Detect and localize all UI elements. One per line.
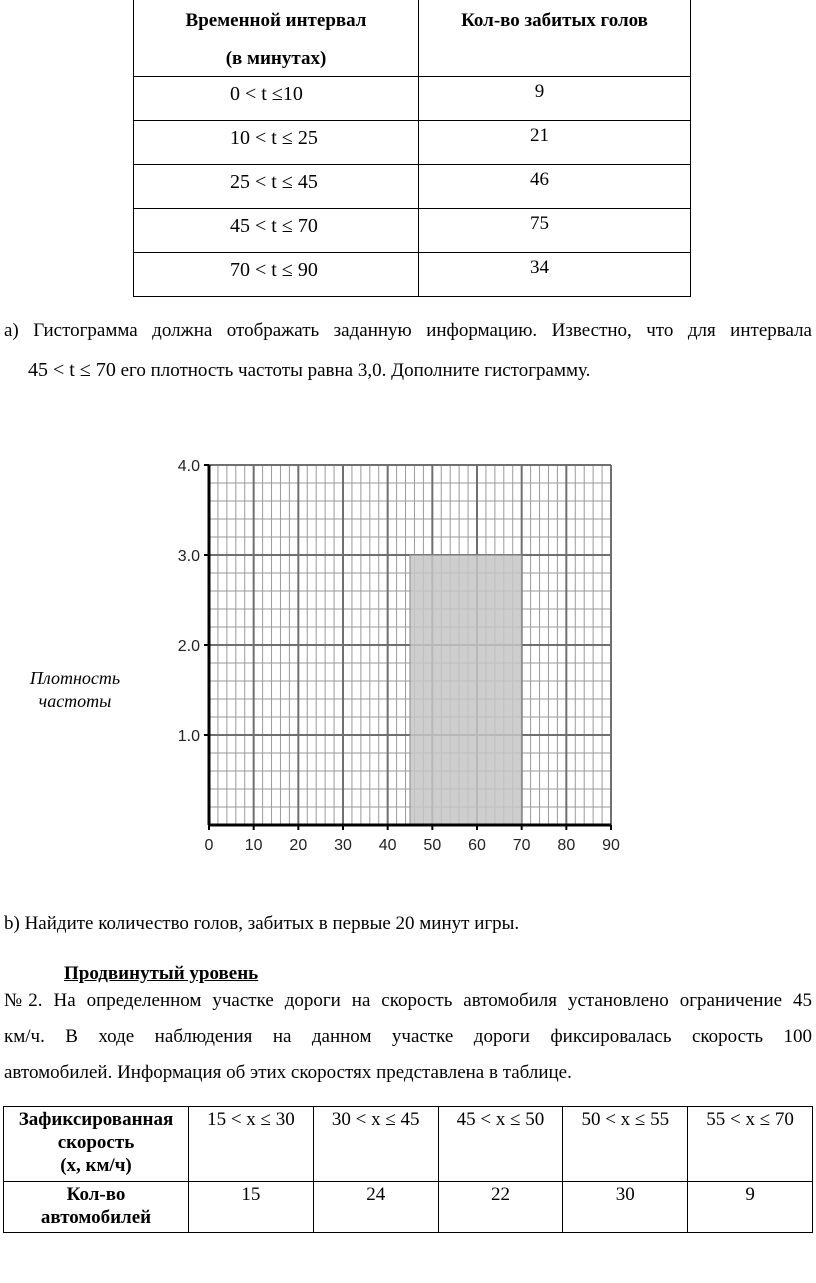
count-cell: 9: [688, 1182, 813, 1233]
y-tick-label: 4.0: [177, 458, 200, 475]
header-goals-label: Кол-во забитых голов: [461, 10, 648, 31]
table-row: [134, 77, 691, 121]
speed-table: [3, 1106, 813, 1233]
header-interval-line1: Временной интервал: [185, 10, 367, 31]
advanced-line2: км/ч. В ходе наблюдения на данном участке дороги фиксировалась скорость 100: [4, 1026, 812, 1047]
count-cell: 24: [313, 1182, 438, 1233]
goals-cell: 46: [419, 165, 691, 209]
speed-label-cell: [4, 1107, 189, 1182]
histogram-bar: [410, 555, 522, 825]
goals-cell: 75: [419, 209, 691, 253]
x-tick-label: 10: [244, 837, 263, 854]
x-tick-label: 0: [204, 837, 214, 854]
advanced-line1: №2. На определенном участке дороги на скорость автомобиля установлено ограничение 45: [4, 990, 812, 1011]
goals-cell: 9: [419, 77, 691, 121]
y-tick-label: 2.0: [177, 638, 200, 655]
x-tick-label: 70: [512, 837, 531, 854]
count-cell: 22: [438, 1182, 563, 1233]
interval-cell: 55 < x ≤ 70: [688, 1107, 813, 1182]
speed-label-line2: скорость: [57, 1131, 135, 1153]
speed-label-line1: Зафиксированная: [18, 1109, 174, 1130]
task-a-rest: его плотность частоты равна 3,0. Дополните гистограмму.: [115, 360, 591, 381]
table-row: [134, 209, 691, 253]
x-tick-label: 60: [468, 837, 486, 854]
interval-cell: 0 < t ≤10: [134, 77, 419, 121]
interval-cell: 25 < t ≤ 45: [134, 165, 419, 209]
table-row: [4, 1107, 813, 1182]
goals-table: [133, 0, 691, 297]
goals-table-header: [134, 0, 691, 77]
interval-cell: 30 < x ≤ 45: [313, 1107, 438, 1182]
advanced-heading: Продвинутый уровень: [64, 963, 259, 984]
y-axis-label-line2: частоты: [38, 690, 112, 711]
count-cell: 30: [563, 1182, 688, 1233]
histogram-bars: [410, 555, 522, 825]
table-row: [134, 253, 691, 297]
interval-cell: 10 < t ≤ 25: [134, 121, 419, 165]
interval-cell: 45 < x ≤ 50: [438, 1107, 563, 1182]
x-tick-labels: [205, 837, 620, 854]
x-tick-label: 40: [378, 837, 397, 854]
speed-label-line3: (x, км/ч): [60, 1154, 132, 1176]
y-tick-label: 3.0: [177, 548, 200, 565]
goals-cell: 21: [419, 121, 691, 165]
interval-cell: 45 < t ≤ 70: [134, 209, 419, 253]
advanced-line3: автомобилей. Информация об этих скоростях представлена в таблице.: [4, 1062, 572, 1083]
histogram-chart: [150, 450, 640, 860]
y-tick-labels: [178, 458, 200, 745]
x-tick-label: 50: [423, 837, 442, 854]
y-tick-label: 1.0: [177, 728, 200, 745]
y-axis-label-line1: Плотность: [29, 668, 121, 688]
task-a-interval: 45 < t ≤ 70: [28, 359, 116, 381]
header-interval-line2: (в минутах): [225, 48, 327, 69]
x-tick-label: 80: [557, 837, 576, 854]
header-interval: [134, 0, 419, 77]
goals-cell: 34: [419, 253, 691, 297]
task-b: b) Найдите количество голов, забитых в первые 20 минут игры.: [4, 913, 520, 934]
table-row: [4, 1182, 813, 1233]
x-tick-label: 90: [602, 837, 620, 854]
x-tick-label: 20: [289, 837, 308, 854]
count-label-line2: автомобилей: [40, 1206, 152, 1228]
count-label-line1: Кол-во: [66, 1184, 126, 1205]
interval-cell: 50 < x ≤ 55: [563, 1107, 688, 1182]
table-row: [134, 165, 691, 209]
x-tick-label: 30: [334, 837, 352, 854]
interval-cell: 70 < t ≤ 90: [134, 253, 419, 297]
table-row: [134, 121, 691, 165]
interval-cell: 15 < x ≤ 30: [189, 1107, 314, 1182]
axes: [204, 465, 611, 830]
count-label-cell: [4, 1182, 189, 1233]
header-goals: [419, 0, 691, 77]
y-axis-label: [20, 667, 130, 712]
task-a-line2: [28, 357, 816, 384]
task-a-line1: a) Гистограмма должна отображать заданную информацию. Известно, что для интервала: [4, 320, 812, 341]
count-cell: 15: [189, 1182, 314, 1233]
